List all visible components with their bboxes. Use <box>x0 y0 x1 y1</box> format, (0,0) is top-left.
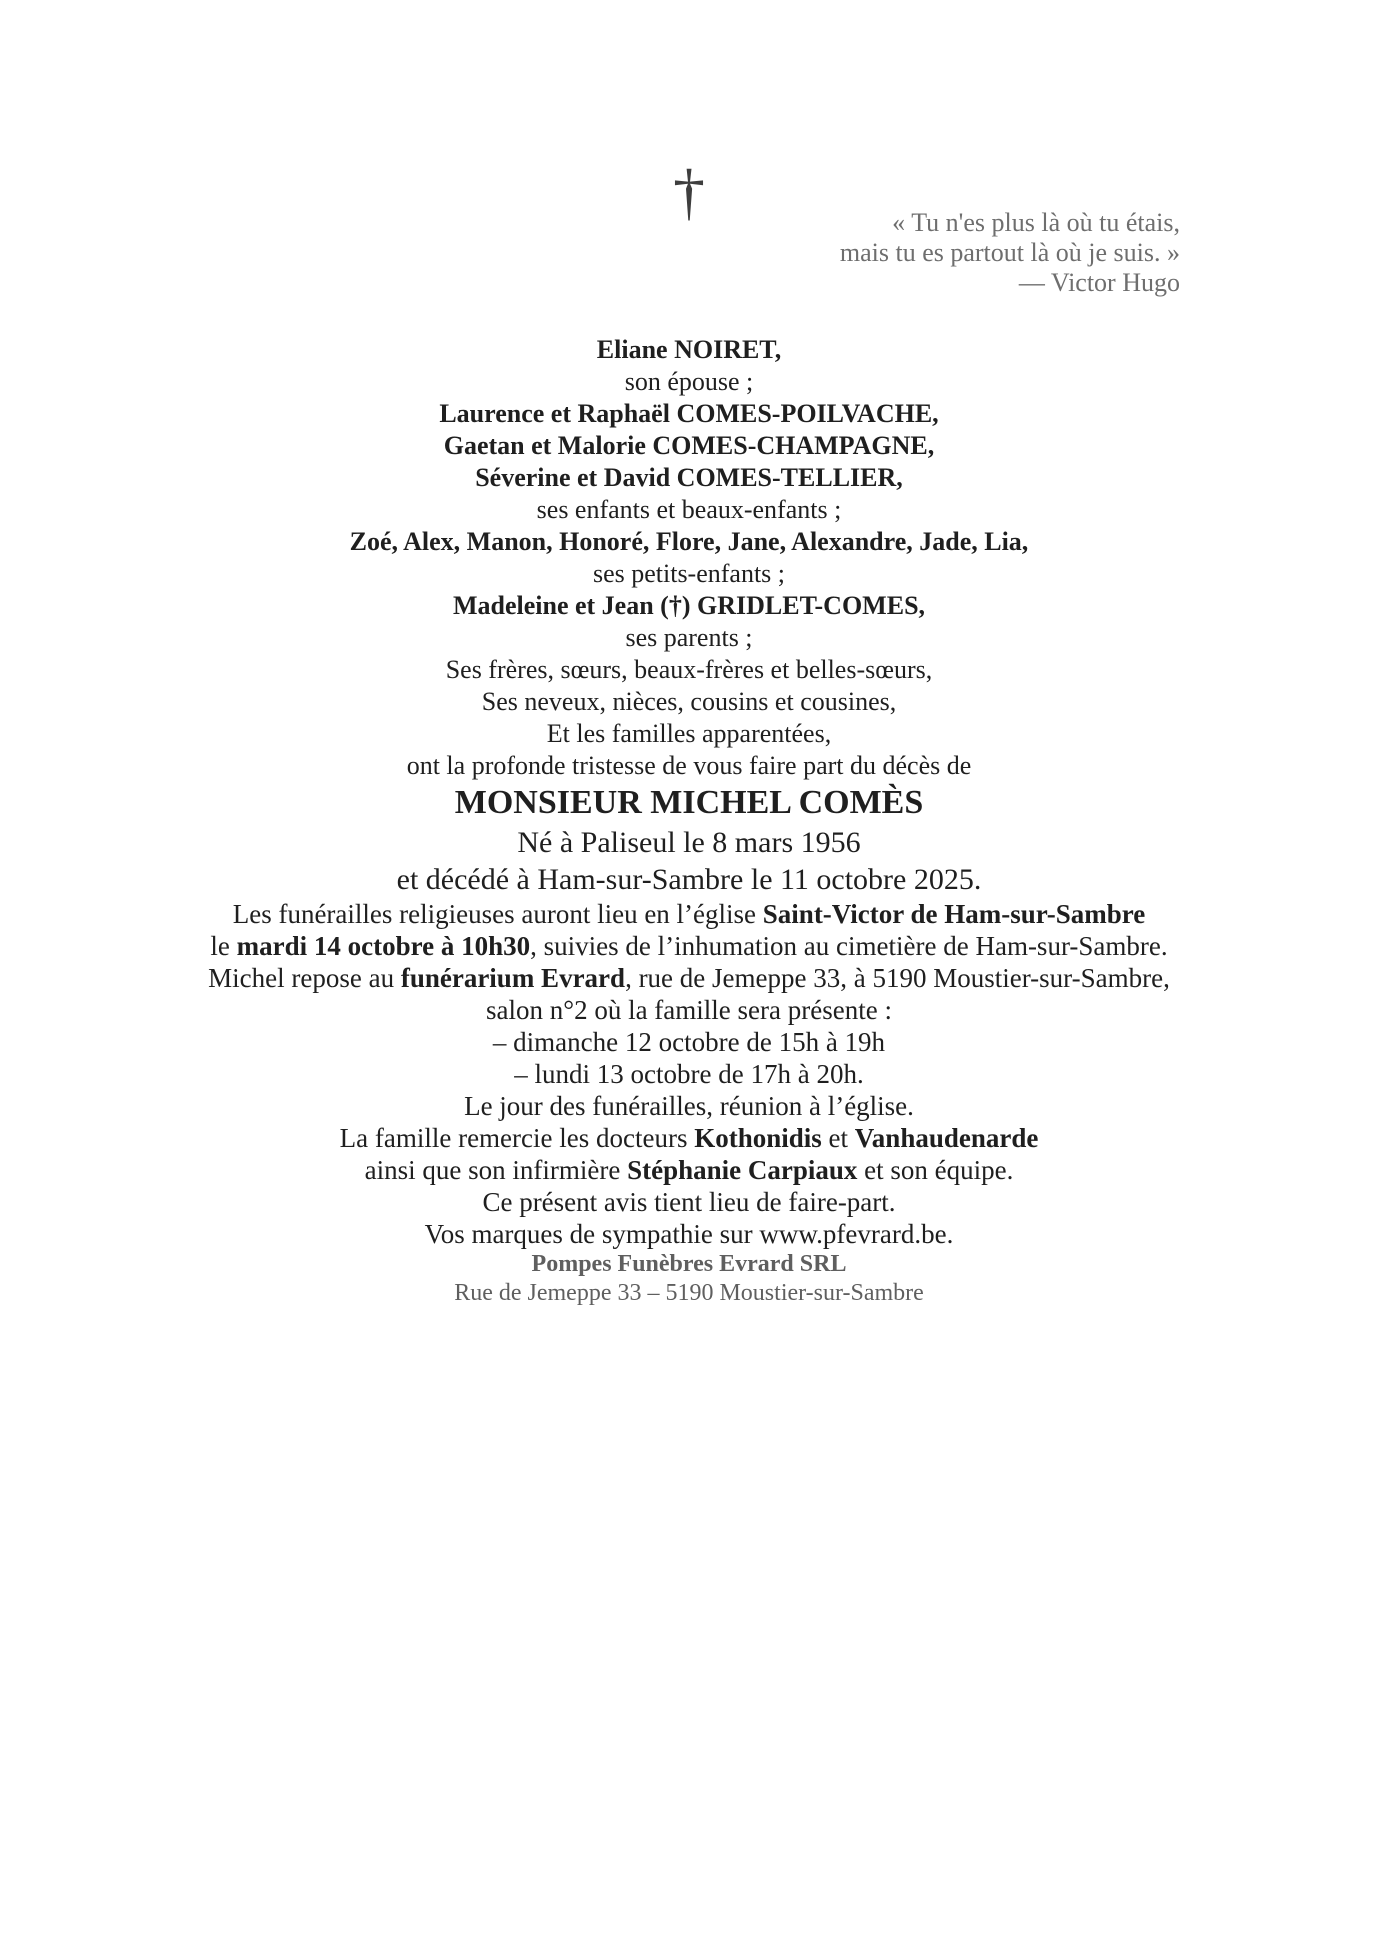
thanks-paragraph <box>0 1122 1378 1186</box>
grandchildren-names: Zoé, Alex, Manon, Honoré, Flore, Jane, Alexandre, Jade, Lia, <box>349 527 1029 556</box>
visitation-line-2: salon n°2 où la famille sera présente : <box>486 995 892 1025</box>
announcement-body <box>0 334 1378 1308</box>
children-relation: ses enfants et beaux-enfants ; <box>536 495 842 524</box>
funeral-home-footer <box>0 1250 1378 1308</box>
quote-attribution: — Victor Hugo <box>1018 268 1180 297</box>
parents-names: Madeleine et Jean (†) GRIDLET-COMES, <box>452 591 926 620</box>
visitation-line-1: Michel repose au funérarium Evrard, rue de Jemeppe 33, à 5190 Moustier-sur-Sambre, <box>208 963 1170 993</box>
children-line-2: Gaetan et Malorie COMES-CHAMPAGNE, <box>443 431 935 460</box>
grandchildren-paragraph <box>0 526 1378 590</box>
spouse-relation: son épouse ; <box>624 367 754 396</box>
funeral-home-name: funérarium Evrard <box>400 963 626 993</box>
birth-line: Né à Paliseul le 8 mars 1956 <box>517 826 861 859</box>
spouse-names: Eliane NOIRET, <box>596 335 782 364</box>
church-name: Saint-Victor de Ham-sur-Sambre <box>762 899 1146 929</box>
doctor-name-1: Kothonidis <box>694 1123 822 1153</box>
ceremony-paragraph <box>0 898 1378 962</box>
spouse-paragraph <box>0 334 1378 398</box>
siblings-line-1: Ses frères, sœurs, beaux-frères et belles-sœurs, <box>445 655 933 684</box>
thanks-line-2: ainsi que son infirmière Stéphanie Carpiaux et son équipe. <box>364 1155 1014 1185</box>
siblings-line-2: Ses neveux, nièces, cousins et cousines, <box>481 687 897 716</box>
page-header <box>0 0 1378 334</box>
funeral-home-company: Pompes Funèbres Evrard SRL <box>531 1251 847 1277</box>
visitation-paragraph <box>0 962 1378 1090</box>
gathering-line: Le jour des funérailles, réunion à l’église. <box>464 1091 914 1121</box>
birth-death-paragraph <box>0 824 1378 898</box>
death-line: et décédé à Ham-sur-Sambre le 11 octobre 2025. <box>396 863 982 896</box>
quote-line-1: « Tu n'es plus là où tu étais, <box>892 208 1180 237</box>
parents-paragraph <box>0 590 1378 654</box>
website-url: www.pfevrard.be <box>759 1219 947 1249</box>
children-line-1: Laurence et Raphaël COMES-POILVACHE, <box>439 399 939 428</box>
funeral-home-address: Rue de Jemeppe 33 – 5190 Moustier-sur-Sambre <box>454 1280 924 1306</box>
announcement-line: ont la profonde tristesse de vous faire part du décès de <box>406 751 972 780</box>
ceremony-line-1: Les funérailles religieuses auront lieu en l’église Saint-Victor de Ham-sur-Sambre <box>232 899 1146 929</box>
related-families-line: Et les familles apparentées, <box>546 719 832 748</box>
quote-line-2: mais tu es partout là où je suis. » <box>839 238 1180 267</box>
siblings-paragraph <box>0 654 1378 718</box>
visitation-monday-hours: – lundi 13 octobre de 17h à 20h. <box>514 1059 864 1089</box>
nurse-name: Stéphanie Carpiaux <box>627 1155 858 1185</box>
cross-icon: † <box>673 156 705 227</box>
deceased-name-title: MONSIEUR MICHEL COMÈS <box>454 784 924 821</box>
grandchildren-relation: ses petits-enfants ; <box>592 559 786 588</box>
thanks-line-1: La famille remercie les docteurs Kothonidis et Vanhaudenarde <box>339 1123 1039 1153</box>
condolences-line: Vos marques de sympathie sur www.pfevrard.be. <box>424 1219 954 1249</box>
children-line-3: Séverine et David COMES-TELLIER, <box>475 463 903 492</box>
parents-relation: ses parents ; <box>625 623 753 652</box>
children-paragraph <box>0 398 1378 526</box>
ceremony-line-2: le mardi 14 octobre à 10h30, suivies de l’inhumation au cimetière de Ham-sur-Sambre. <box>210 931 1168 961</box>
quote-block <box>840 208 1180 298</box>
doctor-name-2: Vanhaudenarde <box>854 1123 1039 1153</box>
visitation-sunday-hours: – dimanche 12 octobre de 15h à 19h <box>492 1027 886 1057</box>
notice-line: Ce présent avis tient lieu de faire-part. <box>482 1187 896 1217</box>
ceremony-datetime: mardi 14 octobre à 10h30 <box>236 931 531 961</box>
